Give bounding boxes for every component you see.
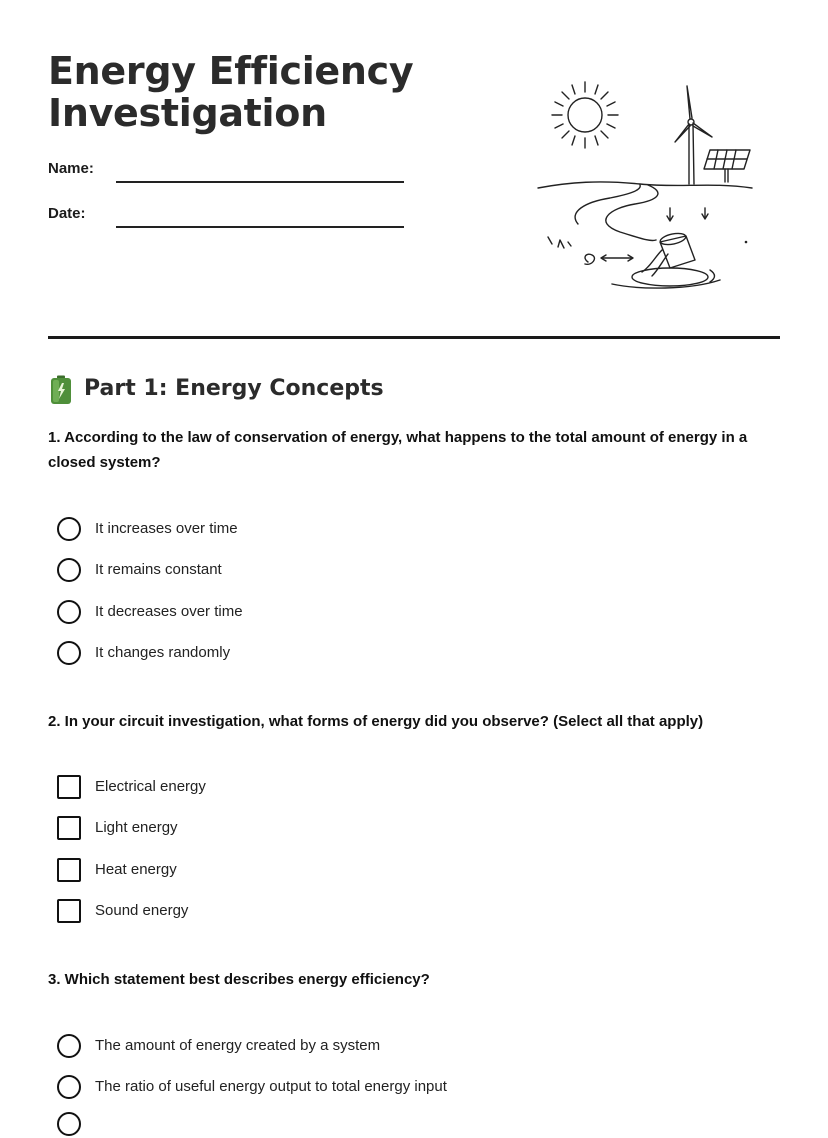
name-input-line[interactable] [116,181,404,183]
q3-option-1[interactable] [57,1034,657,1060]
q3-option-2[interactable] [57,1075,657,1101]
name-field[interactable] [48,156,408,186]
solar-panel-icon [704,150,750,182]
title-line-2: Investigation [48,91,327,135]
section-part-1-title: Part 1: Energy Concepts [84,376,384,401]
q1-option-3[interactable] [57,600,657,626]
section-divider [48,336,780,339]
checkbox[interactable] [57,899,81,923]
name-label: Name: [48,160,94,177]
radio-button[interactable] [57,517,81,541]
checkbox[interactable] [57,775,81,799]
question-2: 2. In your circuit investigation, what forms of energy did you observe? (Select all that apply) [48,713,704,730]
option-label: The amount of energy created by a system [95,1037,381,1054]
q3-option-3-partial[interactable] [57,1112,657,1138]
option-label: Light energy [95,819,178,836]
q2-option-1[interactable] [57,775,657,801]
date-field[interactable] [48,201,408,231]
option-label: Sound energy [95,902,189,919]
checkbox[interactable] [57,858,81,882]
q1-option-4[interactable] [57,641,657,667]
option-label: It remains constant [95,561,222,578]
date-input-line[interactable] [116,226,404,228]
title-line-1: Energy Efficiency [48,49,414,93]
date-label: Date: [48,205,86,222]
radio-button[interactable] [57,558,81,582]
checkbox[interactable] [57,816,81,840]
radio-button[interactable] [57,1034,81,1058]
page-title [48,50,413,134]
q2-option-4[interactable] [57,899,657,925]
sun-icon [552,82,618,148]
energy-landscape-illustration [530,72,760,302]
option-label: The ratio of useful energy output to total energy input [95,1078,447,1095]
option-label: Electrical energy [95,778,206,795]
q1-option-2[interactable] [57,558,657,584]
question-1: 1. According to the law of conservation of energy, what happens to the total amount of energy in a closed system? [48,429,748,471]
option-label: It decreases over time [95,603,243,620]
q1-option-1[interactable] [57,517,657,543]
radio-button[interactable] [57,641,81,665]
q2-option-2[interactable] [57,816,657,842]
question-3: 3. Which statement best describes energy efficiency? [48,971,430,988]
radio-button[interactable] [57,600,81,624]
battery-icon [48,375,74,405]
radio-button[interactable] [57,1075,81,1099]
option-label: It increases over time [95,520,238,537]
radio-button[interactable] [57,1112,81,1136]
option-label: It changes randomly [95,644,231,661]
q2-option-3[interactable] [57,858,657,884]
option-label: Heat energy [95,861,177,878]
